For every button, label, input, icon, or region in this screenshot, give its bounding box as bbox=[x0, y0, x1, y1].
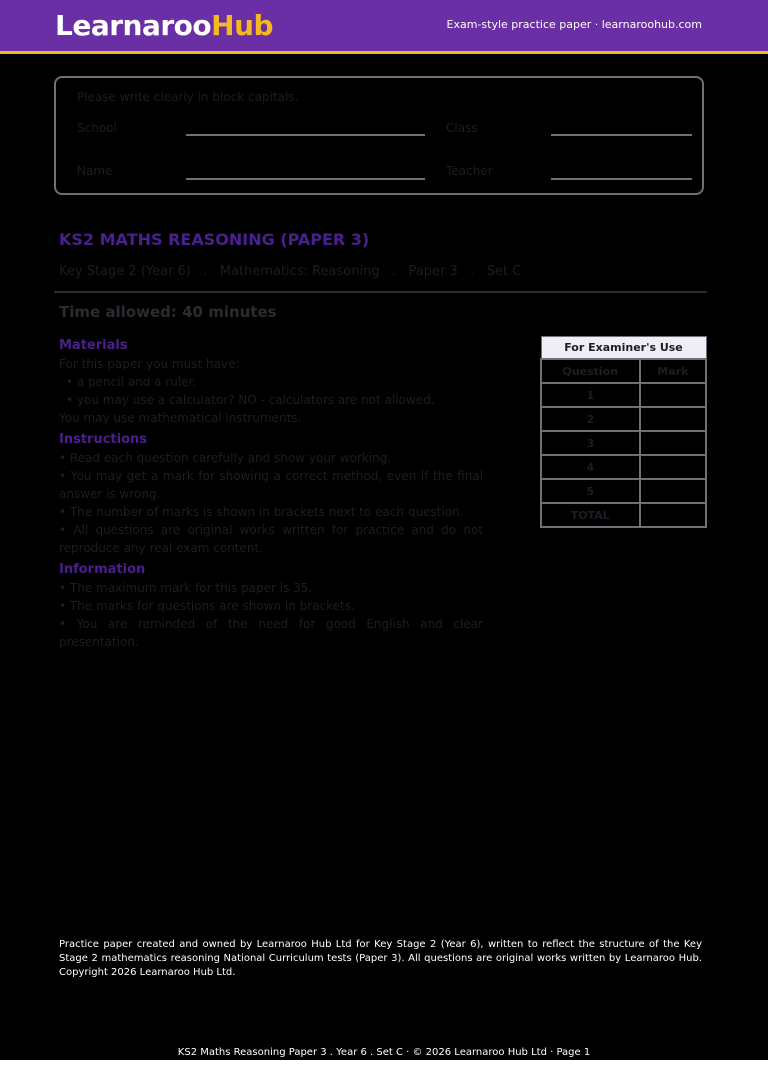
name-field[interactable] bbox=[186, 178, 425, 180]
question-number: 2 bbox=[541, 407, 640, 431]
materials-list bbox=[59, 373, 483, 409]
list-item: • The marks for questions are shown in brackets. bbox=[59, 599, 355, 613]
question-number: 5 bbox=[541, 479, 640, 503]
teacher-label: Teacher bbox=[446, 164, 493, 178]
total-mark-cell[interactable] bbox=[640, 503, 706, 527]
total-label: TOTAL bbox=[541, 503, 640, 527]
materials-heading: Materials bbox=[59, 338, 128, 353]
table-row bbox=[541, 383, 706, 407]
list-item: • you may use a calculator? NO - calculators are not allowed. bbox=[66, 393, 435, 407]
mark-cell[interactable] bbox=[640, 455, 706, 479]
mark-column-header: Mark bbox=[640, 359, 706, 383]
header-tagline: Exam-style practice paper · learnaroohub.com bbox=[446, 18, 702, 31]
class-label: Class bbox=[446, 121, 478, 135]
paper-subtitle: Key Stage 2 (Year 6) . Mathematics: Reasoning . Paper 3 . Set C bbox=[59, 264, 522, 279]
mark-cell[interactable] bbox=[640, 407, 706, 431]
table-row bbox=[541, 503, 706, 527]
examiner-use-table bbox=[540, 336, 707, 528]
mark-cell[interactable] bbox=[640, 479, 706, 503]
copyright-note: Practice paper created and owned by Learnaroo Hub Ltd for Key Stage 2 (Year 6), written to reflect the structure of the Key Stage 2 mathematics reasoning National Curriculum tests (Paper 3). All questions are original works written by Learnaroo Hub. Copyright 2026 Learnaroo Hub Ltd. bbox=[59, 939, 702, 978]
page-footer: KS2 Maths Reasoning Paper 3 . Year 6 . Set C · © 2026 Learnaroo Hub Ltd · Page 1 bbox=[177, 1047, 591, 1058]
list-item: • You may get a mark for showing a correct method, even if the final answer is wrong. bbox=[59, 469, 483, 501]
list-item: • a pencil and a ruler. bbox=[66, 375, 197, 389]
question-number: 1 bbox=[541, 383, 640, 407]
table-row bbox=[541, 407, 706, 431]
time-allowed: Time allowed: 40 minutes bbox=[59, 303, 277, 321]
class-field[interactable] bbox=[551, 134, 692, 136]
logo-text-accent: Hub bbox=[211, 9, 274, 42]
mark-cell[interactable] bbox=[640, 431, 706, 455]
list-item: • The number of marks is shown in brackets next to each question. bbox=[59, 505, 464, 519]
site-header bbox=[0, 0, 768, 54]
table-row bbox=[541, 431, 706, 455]
student-details-box bbox=[54, 76, 704, 195]
table-row bbox=[541, 479, 706, 503]
question-number: 4 bbox=[541, 455, 640, 479]
information-heading: Information bbox=[59, 562, 146, 577]
logo-text-main: Learnaroo bbox=[55, 9, 212, 42]
name-label: Name bbox=[77, 164, 113, 178]
teacher-field[interactable] bbox=[551, 178, 692, 180]
table-row bbox=[541, 455, 706, 479]
examiner-table-title: For Examiner's Use bbox=[541, 337, 706, 360]
section-divider bbox=[54, 291, 707, 293]
brand-logo bbox=[55, 8, 273, 44]
list-item: • All questions are original works written for practice and do not reproduce any real exam content. bbox=[59, 523, 483, 555]
paper-title: KS2 MATHS REASONING (PAPER 3) bbox=[59, 230, 370, 249]
school-field[interactable] bbox=[186, 134, 425, 136]
instructions-heading: Instructions bbox=[59, 432, 148, 447]
list-item: • The maximum mark for this paper is 35. bbox=[59, 581, 313, 595]
mark-cell[interactable] bbox=[640, 383, 706, 407]
list-item: • Read each question carefully and show your working. bbox=[59, 451, 392, 465]
instructions-list bbox=[59, 449, 483, 557]
paper-instructions bbox=[59, 337, 483, 651]
details-prompt: Please write clearly in block capitals. bbox=[77, 90, 299, 104]
materials-note: You may use mathematical instruments. bbox=[59, 411, 302, 425]
page-bottom-strip bbox=[0, 1060, 768, 1086]
list-item: • You are reminded of the need for good English and clear presentation. bbox=[59, 617, 483, 649]
school-label: School bbox=[77, 121, 117, 135]
information-list bbox=[59, 579, 483, 651]
materials-intro: For this paper you must have: bbox=[59, 357, 240, 371]
question-column-header: Question bbox=[541, 359, 640, 383]
question-number: 3 bbox=[541, 431, 640, 455]
